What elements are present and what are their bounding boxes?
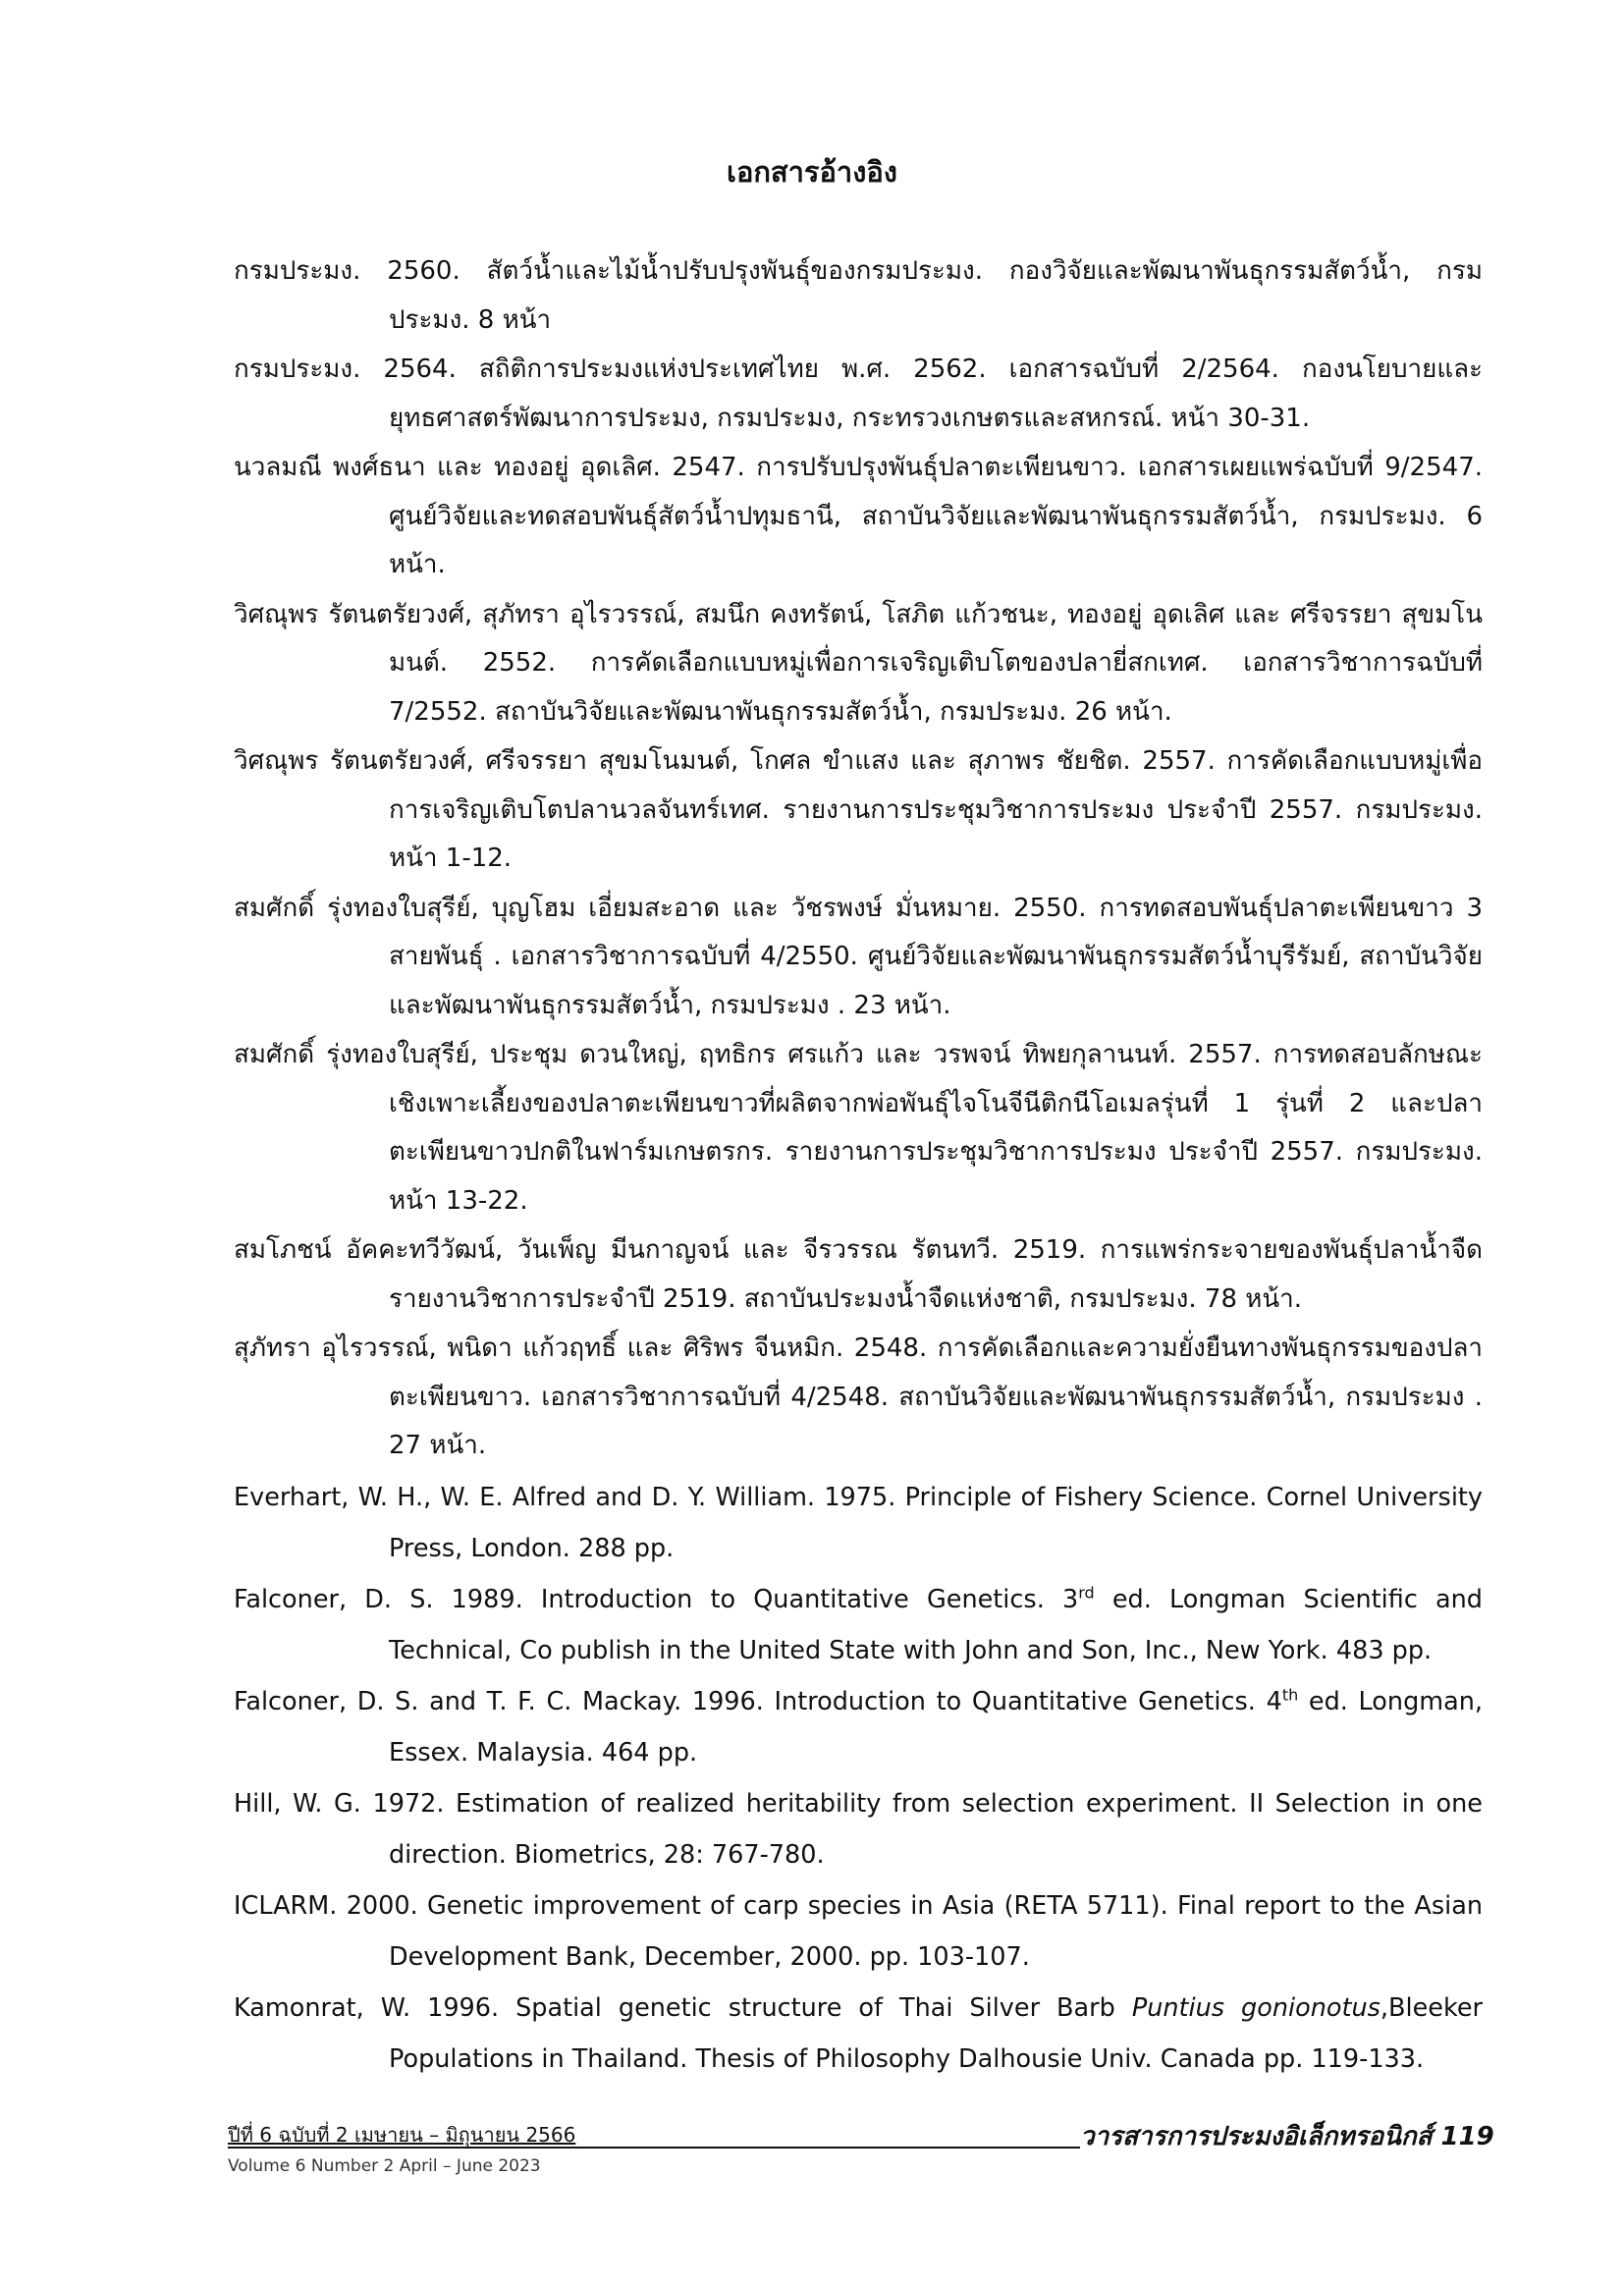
reference-item: กรมประมง. 2560. สัตว์น้ำและไม้น้ำปรับปรุงพันธุ์ของกรมประมง. กองวิจัยและพัฒนาพันธุกรรมสัตว์น้ำ, กรมประมง. 8 หน้า bbox=[234, 256, 1483, 335]
footer-issue-english: Volume 6 Number 2 April – June 2023 bbox=[228, 2156, 541, 2176]
reference-item: สมศักดิ์ รุ่งทองใบสุรีย์, บุญโฮม เอี่ยมสะอาด และ วัชรพงษ์ มั่นหมาย. 2550. การทดสอบพันธุ์ปลาตะเพียนขาว 3 สายพันธุ์ . เอกสารวิชาการฉบับที่ 4/2550. ศูนย์วิจัยและพัฒนาพันธุกรรมสัตว์น้ำบุรีรัมย์, สถาบันวิจัยและพัฒนาพันธุกรรมสัตว์น้ำ, กรมประมง . 23 หน้า. bbox=[234, 893, 1483, 1020]
page-title: เอกสารอ้างอิง bbox=[727, 155, 897, 189]
reference-text: ed. Longman, Essex. Malaysia. 464 pp. bbox=[389, 1686, 1483, 1768]
reference-item-falconer-1989 bbox=[234, 1574, 1483, 1676]
reference-item: สมโภชน์ อัคคะทวีวัฒน์, วันเพ็ญ มีนกาญจน์ และ จีรวรรณ รัตนทวี. 2519. การแพร่กระจายของพันธุ์ปลาน้ำจืด รายงานวิชาการประจำปี 2519. สถาบันประมงน้ำจืดแห่งชาติ, กรมประมง. 78 หน้า. bbox=[234, 1235, 1483, 1314]
footer-issue-thai: ปีที่ 6 ฉบับที่ 2 เมษายน – มิถุนายน 2566 bbox=[228, 2123, 576, 2147]
reference-list bbox=[234, 247, 1483, 2085]
reference-text: ,Bleeker Populations in Thailand. Thesis of Philosophy Dalhousie Univ. Canada pp. 119-133. bbox=[389, 1992, 1483, 2074]
reference-item: สมศักดิ์ รุ่งทองใบสุรีย์, ประชุม ดวนใหญ่, ฤทธิกร ศรแก้ว และ วรพจน์ ทิพยกุลานนท์. 2557. การทดสอบลักษณะเชิงเพาะเลี้ยงของปลาตะเพียนขาวที่ผลิตจากพ่อพันธุ์ไจโนจีนีติกนีโอเมลรุ่นที่ 1 รุ่นที่ 2 และปลาตะเพียนขาวปกติในฟาร์มเกษตรกร. รายงานการประชุมวิชาการประมง ประจำปี 2557. กรมประมง. หน้า 13-22. bbox=[234, 1040, 1483, 1216]
species-name: Puntius gonionotus bbox=[1131, 1992, 1380, 2023]
reference-item: สุภัทรา อุไรวรรณ์, พนิดา แก้วฤทธิ์ และ ศิริพร จีนหมิก. 2548. การคัดเลือกและความยั่งยืนทางพันธุกรรมของปลาตะเพียนขาว. เอกสารวิชาการฉบับที่ 4/2548. สถาบันวิจัยและพัฒนาพันธุกรรมสัตว์น้ำ, กรมประมง . 27 หน้า. bbox=[234, 1334, 1483, 1460]
reference-item: วิศณุพร รัตนตรัยวงศ์, ศรีจรรยา สุขมโนมนต์, โกศล ขำแสง และ สุภาพร ชัยชิต. 2557. การคัดเลือกแบบหมู่เพื่อการเจริญเติบโตปลานวลจันทร์เทศ. รายงานการประชุมวิชาการประมง ประจำปี 2557. กรมประมง. หน้า 1-12. bbox=[234, 746, 1483, 873]
footer-journal-page: วารสารการประมงอิเล็กทรอนิกส์ 119 bbox=[1080, 2122, 1494, 2151]
reference-item-kamonrat bbox=[234, 1983, 1483, 2085]
superscript: th bbox=[1281, 1685, 1299, 1704]
reference-item-everhart: Everhart, W. H., W. E. Alfred and D. Y. William. 1975. Principle of Fishery Science. Cornel University Press, London. 288 pp. bbox=[234, 1482, 1483, 1563]
superscript: rd bbox=[1078, 1583, 1095, 1602]
reference-text: ed. Longman Scientific and Technical, Co publish in the United State with John and Son, Inc., New York. 483 pp. bbox=[389, 1584, 1483, 1665]
reference-item: วิศณุพร รัตนตรัยวงศ์, สุภัทรา อุไรวรรณ์, สมนึก คงทรัตน์, โสภิต แก้วชนะ, ทองอยู่ อุดเลิศ และ ศรีจรรยา สุขมโนมนต์. 2552. การคัดเลือกแบบหมู่เพื่อการเจริญเติบโตของปลายี่สกเทศ. เอกสารวิชาการฉบับที่ 7/2552. สถาบันวิจัยและพัฒนาพันธุกรรมสัตว์น้ำ, กรมประมง. 26 หน้า. bbox=[234, 599, 1483, 727]
reference-text: Falconer, D. S. 1989. Introduction to Quantitative Genetics. 3 bbox=[234, 1584, 1079, 1614]
reference-item-iclarm: ICLARM. 2000. Genetic improvement of carp species in Asia (RETA 5711). Final report to the Asian Development Bank, December, 2000. pp. 103-107. bbox=[234, 1890, 1483, 1972]
reference-item-falconer-1996 bbox=[234, 1676, 1483, 1778]
reference-text: Kamonrat, W. 1996. Spatial genetic structure of Thai Silver Barb bbox=[234, 1992, 1132, 2023]
footer-divider bbox=[228, 2147, 1080, 2149]
reference-item: นวลมณี พงศ์ธนา และ ทองอยู่ อุดเลิศ. 2547. การปรับปรุงพันธุ์ปลาตะเพียนขาว. เอกสารเผยแพร่ฉบับที่ 9/2547. ศูนย์วิจัยและทดสอบพันธุ์สัตว์น้ำปทุมธานี, สถาบันวิจัยและพัฒนาพันธุกรรมสัตว์น้ำ, กรมประมง. 6 หน้า. bbox=[234, 453, 1483, 579]
reference-text: Falconer, D. S. and T. F. C. Mackay. 1996. Introduction to Quantitative Genetics. 4 bbox=[234, 1686, 1282, 1716]
reference-item: กรมประมง. 2564. สถิติการประมงแห่งประเทศไทย พ.ศ. 2562. เอกสารฉบับที่ 2/2564. กองนโยบายและยุทธศาสตร์พัฒนาการประมง, กรมประมง, กระทรวงเกษตรและสหกรณ์. หน้า 30-31. bbox=[234, 354, 1483, 433]
reference-item-hill: Hill, W. G. 1972. Estimation of realized heritability from selection experiment. II Selection in one direction. Biometrics, 28: 767-780. bbox=[234, 1788, 1483, 1870]
